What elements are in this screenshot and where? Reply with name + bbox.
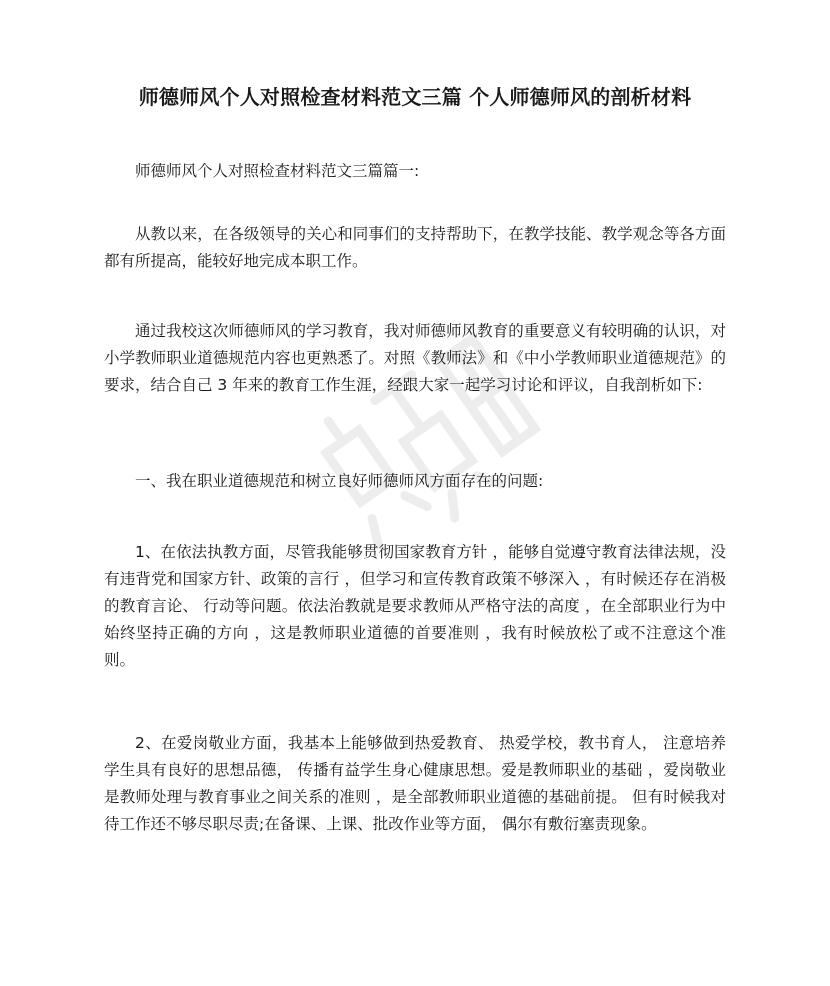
document-title: 师德师风个人对照检查材料范文三篇 个人师德师风的剖析材料 <box>138 85 692 109</box>
paragraph-law-teaching: 1、在依法执教方面，尽管我能够贯彻国家教育方针 ，能够自觉遵守教育法律法规，没有违背党和国家方针、政策的言行 ，但学习和宣传教育政策不够深入 ，有时候还存在消极的教育言论、 行动等问题。依法治教就是要求教师从严格守法的高度 ，在全部职业行为中始终坚持正确的方向 ，这是教师职业道德的首要准则 ，我有时候放松了或不注意这个准则。 <box>104 543 726 669</box>
section-heading-problems: 一、我在职业道德规范和树立良好师德师风方面存在的问题: <box>135 472 544 490</box>
paragraph-intro: 从教以来，在各级领导的关心和同事们的支持帮助下，在教学技能、教学观念等各方面都有所提高，能较好地完成本职工作。 <box>104 225 726 270</box>
paragraph-study: 通过我校这次师德师风的学习教育，我对师德师风教育的重要意义有较明确的认识，对小学教师职业道德规范内容也更熟悉了。对照《教师法》和《中小学教师职业道德规范》的要求，结合自己 3 年来的教育工作生涯，经跟大家一起学习讨论和评议，自我剖析如下: <box>104 322 726 394</box>
section-subtitle: 师德师风个人对照检查材料范文三篇篇一: <box>135 162 420 180</box>
paragraph-dedication: 2、在爱岗敬业方面，我基本上能够做到热爱教育、 热爱学校，教书育人， 注意培养学生具有良好的思想品德， 传播有益学生身心健康思想。爱是教师职业的基础 ，爱岗敬业是教师处理与教育事业之间关系的准则 ，是全部教师职业道德的基础前提。 但有时候我对待工作还不够尽职尽责;在备课、上课、批改作业等方面， 偶尔有敷衍塞责现象。 <box>104 734 726 833</box>
